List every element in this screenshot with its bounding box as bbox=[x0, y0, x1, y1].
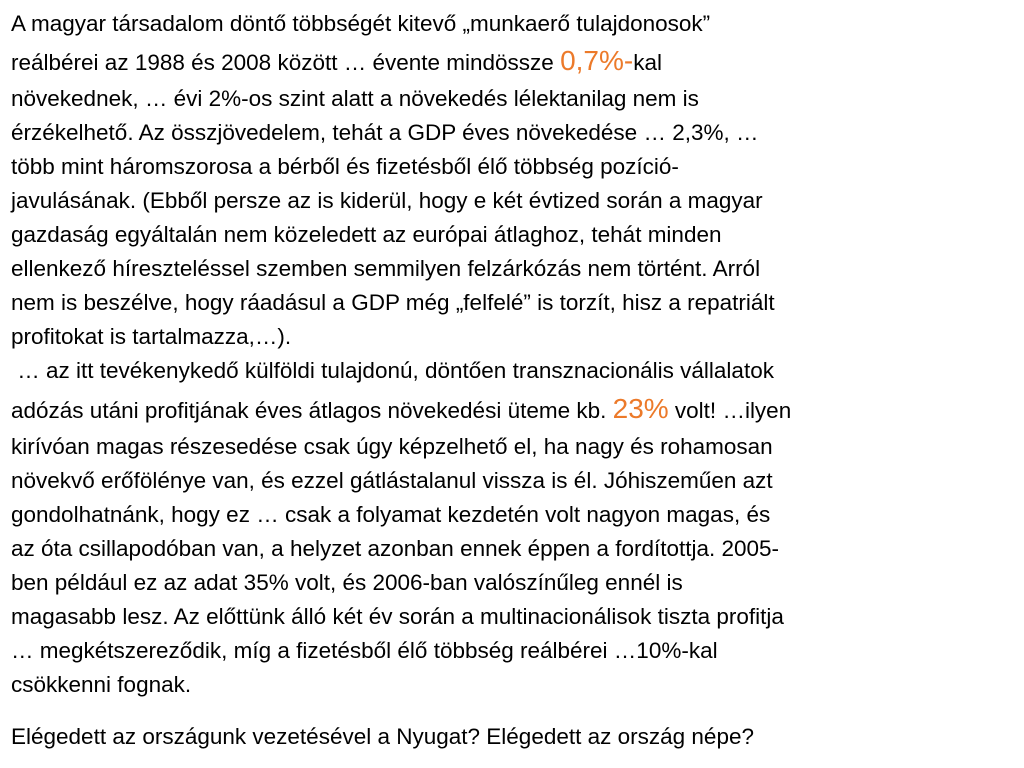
text-segment: reálbérei az 1988 és 2008 között … évente mindössze bbox=[11, 50, 561, 75]
text-line: az óta csillapodóban van, a helyzet azonban ennek éppen a fordítottja. 2005- bbox=[11, 536, 780, 561]
closing-question: Elégedett az országunk vezetésével a Nyugat? Elégedett az ország népe? bbox=[11, 724, 754, 749]
text-line: több mint háromszorosa a bérből és fizetésből élő többség pozíció- bbox=[11, 154, 679, 179]
text-line: A magyar társadalom döntő többségét kitevő „munkaerő tulajdonosok” bbox=[11, 11, 711, 36]
text-line: … az itt tevékenykedő külföldi tulajdonú, döntően transznacionális vállalatok bbox=[11, 358, 774, 383]
text-line: növekednek, … évi 2%-os szint alatt a növekedés lélektanilag nem is bbox=[11, 86, 699, 111]
text-line: magasabb lesz. Az előttünk álló két év során a multinacionálisok tiszta profitja bbox=[11, 604, 784, 629]
text-line: gondolhatnánk, hogy ez … csak a folyamat kezdetén volt nagyon magas, és bbox=[11, 502, 771, 527]
text-line: gazdaság egyáltalán nem közeledett az európai átlaghoz, tehát minden bbox=[11, 222, 722, 247]
text-line-with-highlight bbox=[11, 392, 791, 428]
text-line: növekvő erőfölénye van, és ezzel gátlástalanul vissza is él. Jóhiszeműen azt bbox=[11, 468, 773, 493]
text-line: nem is beszélve, hogy ráadásul a GDP még „felfelé” is torzít, hisz a repatriált bbox=[11, 290, 775, 315]
text-line: javulásának. (Ebből persze az is kiderül, hogy e két évtized során a magyar bbox=[11, 188, 763, 213]
text-line: kirívóan magas részesedése csak úgy képzelhető el, ha nagy és rohamosan bbox=[11, 434, 773, 459]
text-line: érzékelhető. Az összjövedelem, tehát a GDP éves növekedése … 2,3%, … bbox=[11, 120, 759, 145]
text-line: csökkenni fognak. bbox=[11, 672, 192, 697]
text-line: … megkétszereződik, míg a fizetésből élő többség reálbérei …10%-kal bbox=[11, 638, 718, 663]
text-segment: adózás utáni profitjának éves átlagos növekedési üteme kb. bbox=[11, 398, 613, 423]
text-line-with-highlight bbox=[11, 44, 662, 80]
text-line: ben például ez az adat 35% volt, és 2006-ban valószínűleg ennél is bbox=[11, 570, 683, 595]
text-segment: kal bbox=[633, 50, 662, 75]
highlight-value-wage-growth: 0,7%- bbox=[560, 45, 634, 76]
highlight-value-profit-growth: 23% bbox=[612, 393, 669, 424]
text-line: ellenkező híreszteléssel szemben semmilyen felzárkózás nem történt. Arról bbox=[11, 256, 761, 281]
text-segment: volt! …ilyen bbox=[668, 398, 792, 423]
text-line: profitokat is tartalmazza,…). bbox=[11, 324, 292, 349]
